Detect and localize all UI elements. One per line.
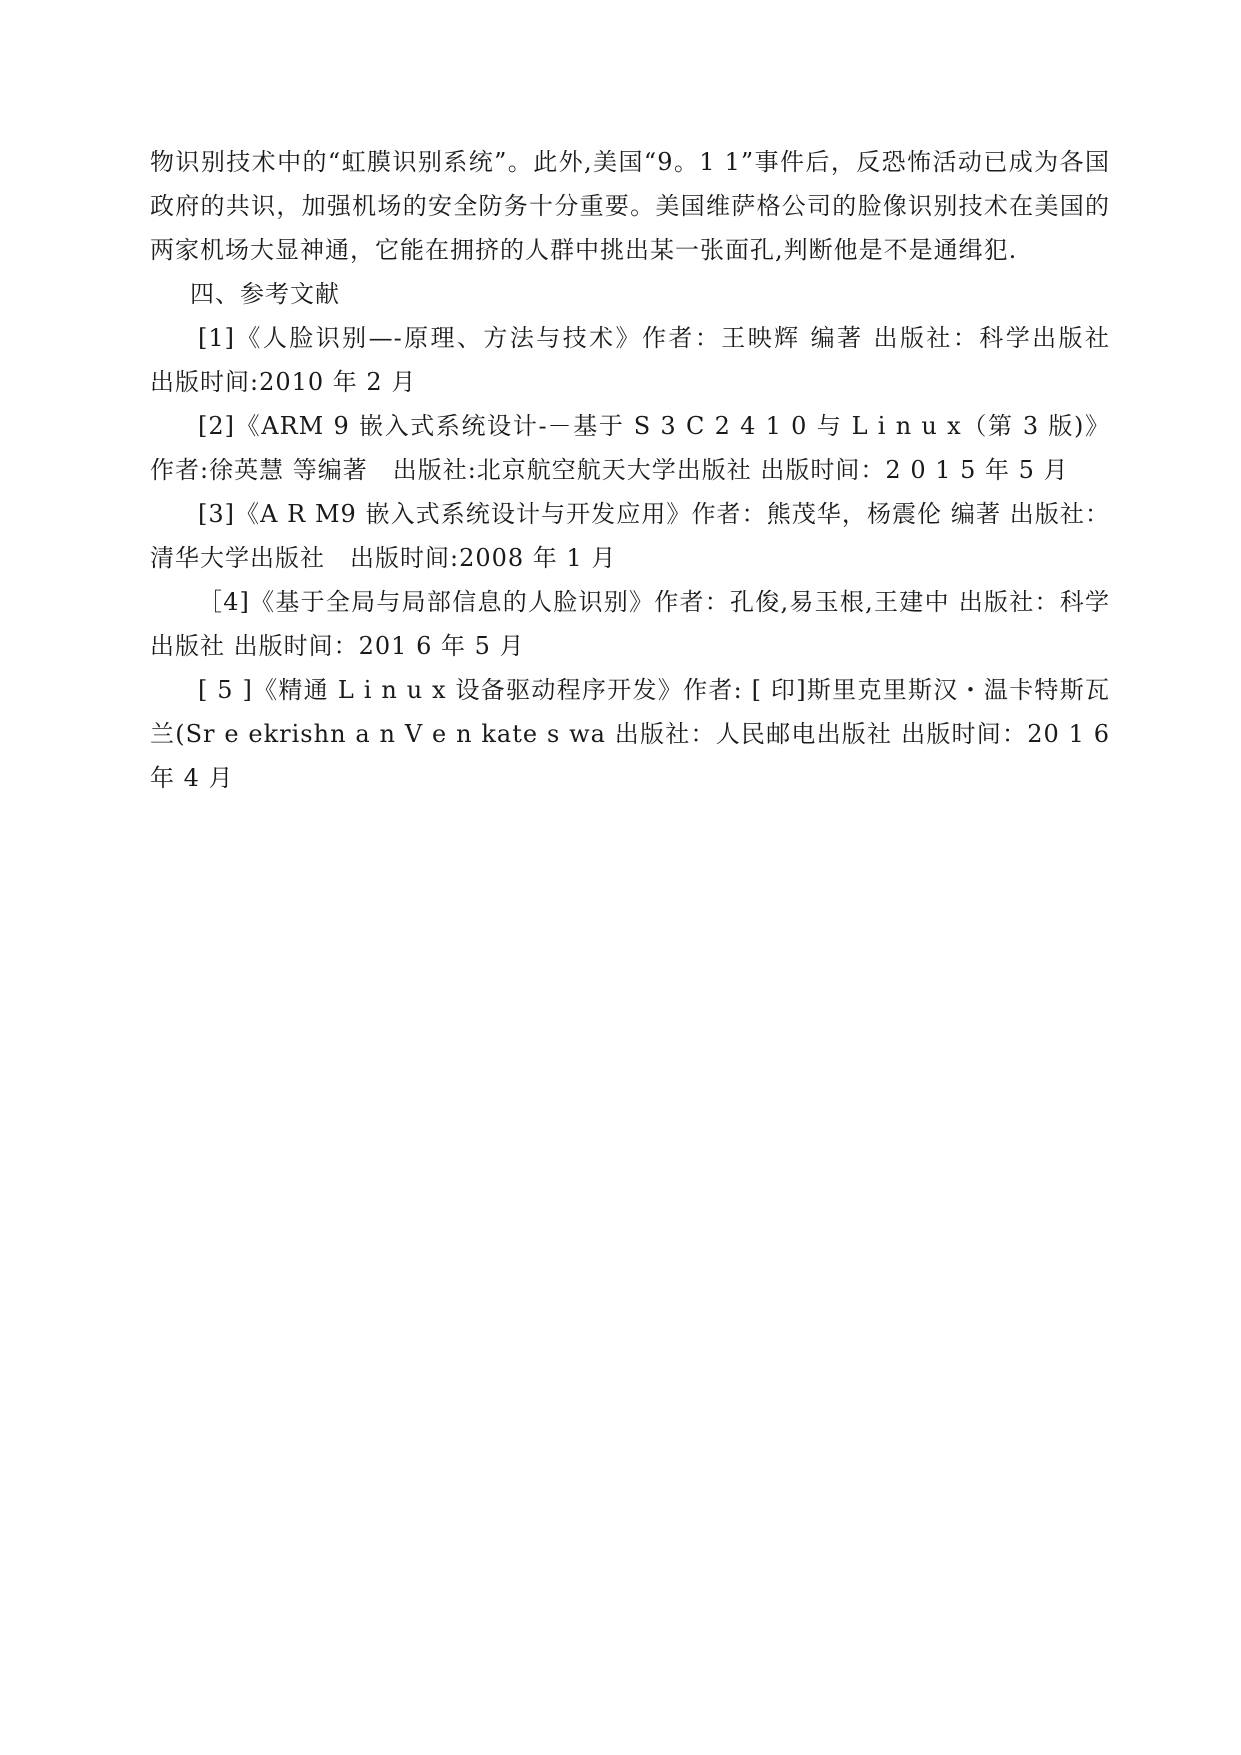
document-page (150, 140, 1135, 800)
reference-item: ［4]《基于全局与局部信息的人脸识别》作者：孔俊,易玉根,王建中 出版社：科学出版社 出版时间：201 6 年 5 月 (150, 588, 1110, 660)
reference-item: [2]《ARM 9 嵌入式系统设计-－基于 S 3 C 2 4 1 0 与 L i n u x（第 3 版)》作者:徐英慧 等编著 出版社:北京航空航天大学出版社 出版时间：2 0 1 5 年 5 月 (150, 412, 1110, 484)
section-heading: 四、参考文献 (190, 280, 340, 308)
reference-item: [1]《人脸识别—-原理、方法与技术》作者：王映辉 编著 出版社：科学出版社 出版时间:2010 年 2 月 (150, 324, 1135, 396)
intro-paragraph: 物识别技术中的“虹膜识别系统”。此外,美国“9。1 1”事件后，反恐怖活动已成为各国政府的共识，加强机场的安全防务十分重要。美国维萨格公司的脸像识别技术在美国的两家机场大显神通，它能在拥挤的人群中挑出某一张面孔,判断他是不是通缉犯. (150, 148, 1110, 264)
reference-item: [3]《A R M9 嵌入式系统设计与开发应用》作者：熊茂华，杨震伦 编著 出版社：清华大学出版社 出版时间:2008 年 1 月 (150, 500, 1110, 572)
reference-item: [ 5 ]《精通 L i n u x 设备驱动程序开发》作者: [ 印]斯里克里斯汉・温卡特斯瓦兰(Sr e ekrishn a n V e n kate s wa 出版社：人民邮电出版社 出版时间：20 1 6 年 4 月 (150, 676, 1110, 792)
